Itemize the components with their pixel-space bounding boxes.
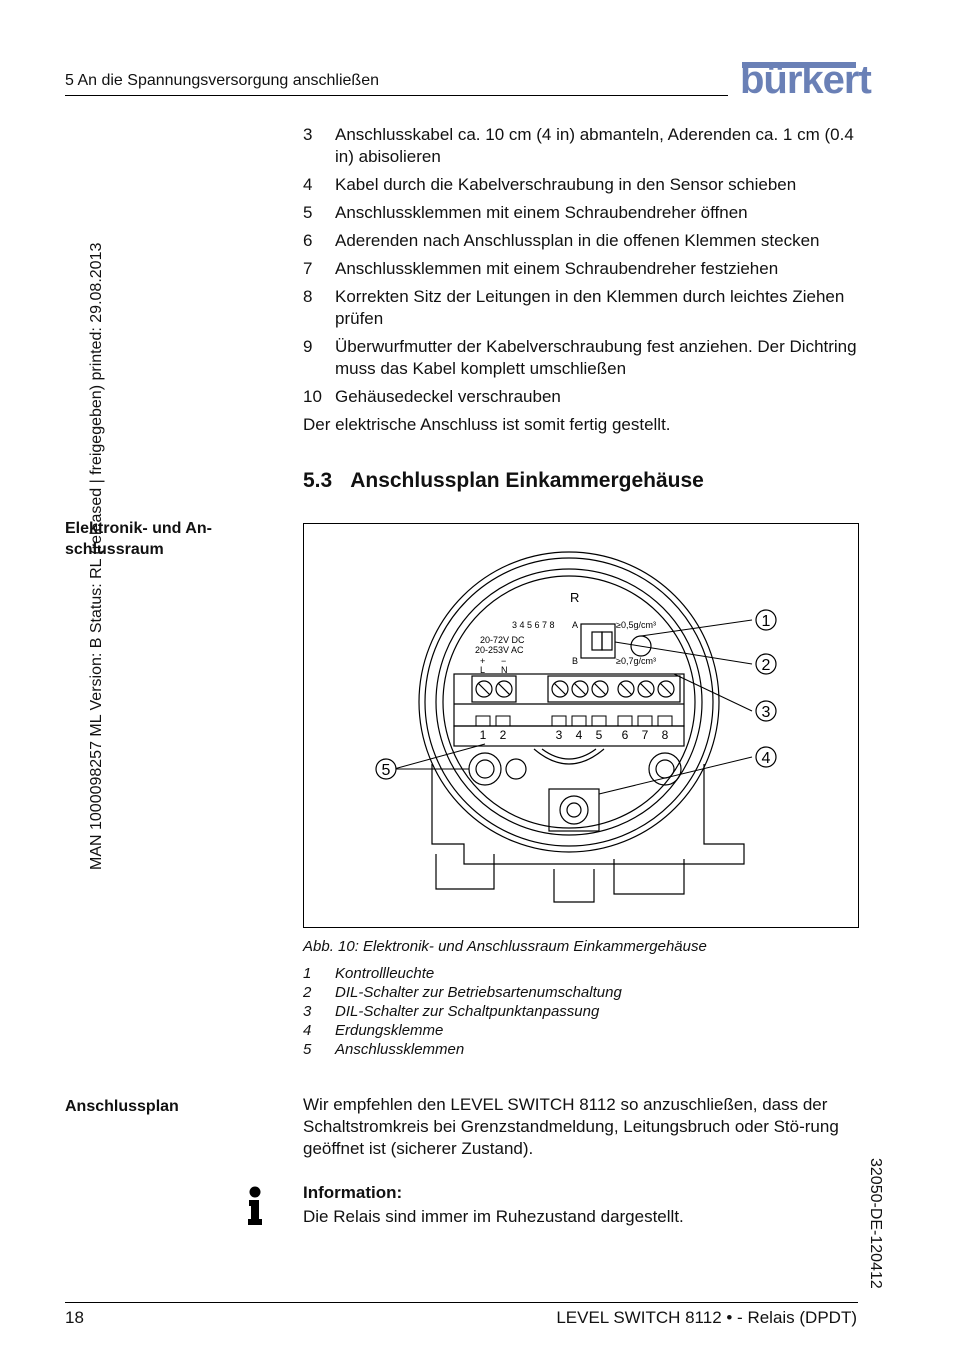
footer-rule — [65, 1302, 858, 1303]
housing-drawing — [304, 524, 858, 927]
section-heading: 5.3 Anschlussplan Einkammergehäuse — [303, 469, 704, 492]
callout-1: 1 — [761, 613, 771, 630]
terminal-screws — [476, 681, 674, 697]
density-high: ≥0,5g/cm³ — [616, 620, 656, 630]
terminal-8: 8 — [661, 728, 669, 742]
recommendation-text: Wir empfehlen den LEVEL SWITCH 8112 so anzuschließen, dass der Schaltstromkreis bei Grenzstandmeldung, Leitungsbruch oder Stö-rung geöffnet ist (sicherer Zustand). — [303, 1095, 839, 1158]
step-item: 5 Anschlussklemmen mit einem Schraubendreher öffnen — [303, 203, 748, 222]
figure-legend — [303, 964, 622, 1059]
info-title: Information: — [303, 1183, 403, 1202]
information-icon — [246, 1186, 264, 1226]
label-l: L — [480, 665, 486, 675]
legend-item: 1 Kontrollleuchte — [303, 965, 435, 982]
legend-item: 2 DIL-Schalter zur Betriebsartenumschaltung — [303, 984, 622, 1001]
margin-label-elektronik: Elektronik- und An-schlussraum — [65, 520, 212, 558]
running-header: 5 An die Spannungsversorgung anschließen — [65, 72, 379, 89]
terminal-5: 5 — [595, 728, 603, 742]
legend-item: 4 Erdungsklemme — [303, 1022, 444, 1039]
info-text: Die Relais sind immer im Ruhezustand dargestellt. — [303, 1207, 684, 1226]
terminal-3: 3 — [555, 728, 563, 742]
label-n: N — [501, 665, 508, 675]
legend-item: 5 Anschlussklemmen — [303, 1041, 465, 1058]
density-low: ≥0,7g/cm³ — [616, 656, 656, 666]
page-number: 18 — [65, 1308, 84, 1327]
figure-caption: Abb. 10: Elektronik- und Anschlussraum Einkammergehäuse — [303, 938, 707, 955]
document-status-vertical: MAN 1000098257 ML Version: B Status: RL (released | freigegeben) printed: 29.08.2013 — [88, 242, 105, 870]
step-item: 4 Kabel durch die Kabelverschraubung in den Sensor schieben — [303, 175, 797, 194]
callout-3: 3 — [761, 704, 771, 721]
label-b: B — [572, 656, 579, 666]
terminal-6: 6 — [621, 728, 629, 742]
wiring-figure — [303, 523, 859, 928]
voltage-ac: 20-253V AC — [475, 645, 524, 655]
step-item: 7 Anschlussklemmen mit einem Schraubendreher festziehen — [303, 259, 779, 278]
terminal-4: 4 — [575, 728, 583, 742]
step-item: 6 Aderenden nach Anschlussplan in die offenen Klemmen stecken — [303, 231, 820, 250]
brand-logo: bürkert — [740, 58, 871, 102]
voltage-dc: 20-72V DC — [480, 635, 525, 645]
step-item: 8 Korrekten Sitz der Leitungen in den Klemmen durch leichtes Ziehen prüfen — [303, 287, 845, 328]
step-item: 9 Überwurfmutter der Kabelverschraubung fest anziehen. Der Dichtring muss das Kabel komplett umschließen — [303, 337, 857, 378]
header-rule — [65, 95, 728, 96]
callout-5: 5 — [381, 762, 391, 779]
step-list — [303, 124, 863, 436]
terminal-1: 1 — [479, 728, 487, 742]
step-item: 10 Gehäusedeckel verschrauben — [303, 387, 561, 406]
plus-sign: + — [480, 656, 486, 666]
terminal-7: 7 — [641, 728, 649, 742]
label-r: R — [570, 590, 580, 605]
dil-numbers: 3 4 5 6 7 8 — [512, 620, 555, 630]
terminal-2: 2 — [499, 728, 507, 742]
margin-label-anschlussplan: Anschlussplan — [65, 1098, 179, 1115]
document-id-vertical: 32050-DE-120412 — [867, 1158, 884, 1289]
footer-product: LEVEL SWITCH 8112 • - Relais (DPDT) — [556, 1308, 857, 1327]
callout-4: 4 — [761, 750, 771, 767]
conclusion-text: Der elektrische Anschluss ist somit fertig gestellt. — [303, 415, 671, 434]
minus-sign: − — [501, 656, 507, 666]
callout-2: 2 — [761, 657, 771, 674]
label-a: A — [572, 620, 579, 630]
step-item: 3 Anschlusskabel ca. 10 cm (4 in) abmanteln, Aderenden ca. 1 cm (0.4 in) abisolieren — [303, 125, 854, 166]
legend-item: 3 DIL-Schalter zur Schaltpunktanpassung — [303, 1003, 600, 1020]
